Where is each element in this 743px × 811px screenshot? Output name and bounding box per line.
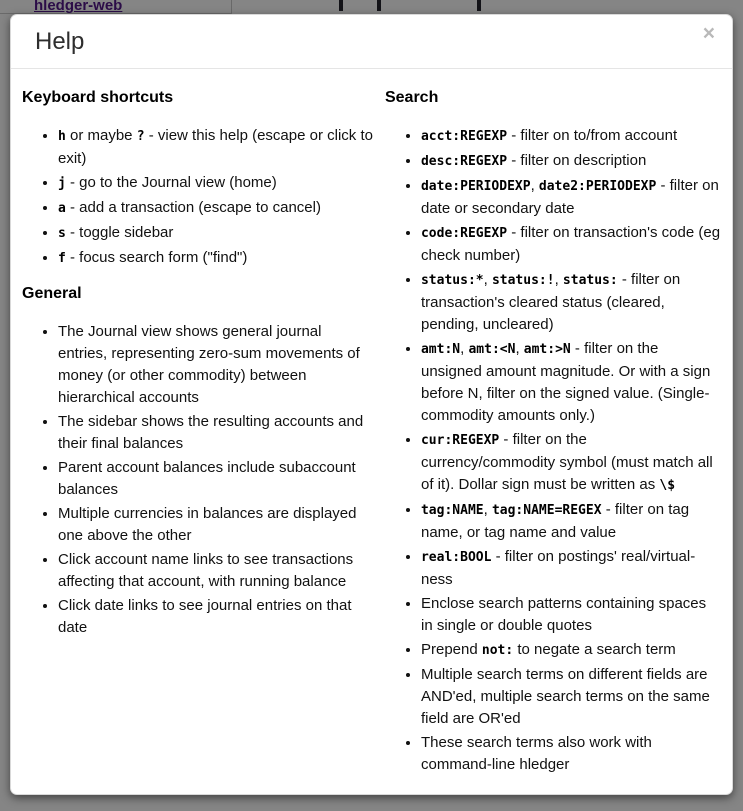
item-text: Enclose search patterns containing spaces in single or double quotes — [420, 595, 707, 634]
item-text: , — [460, 340, 469, 357]
inline-code: a — [58, 201, 66, 216]
item-text: Prepend — [420, 641, 482, 658]
help-left-column — [22, 88, 373, 778]
help-list-item — [58, 125, 373, 170]
item-text: Multiple currencies in balances are displayed one above the other — [58, 505, 357, 544]
item-text: , — [554, 271, 563, 288]
item-text: , — [483, 501, 492, 518]
item-text: - go to the Journal view (home) — [65, 174, 277, 191]
item-text: Multiple search terms on different fields are AND'ed, multiple search terms on the same field are OR'ed — [420, 666, 710, 727]
item-text: Click date links to see journal entries on that date — [58, 597, 352, 636]
help-list-item — [421, 593, 721, 637]
help-right-column — [385, 88, 721, 778]
item-text: - filter on transaction's cleared status (cleared, pending, uncleared) — [420, 271, 681, 333]
help-list-item — [58, 222, 373, 245]
section-list — [385, 125, 721, 776]
inline-code: desc:REGEXP — [420, 154, 508, 169]
item-text: - filter on postings' real/virtual-ness — [420, 548, 696, 588]
inline-code: tag:NAME=REGEX — [491, 503, 602, 518]
inline-code: not: — [481, 643, 514, 658]
help-modal-header — [11, 15, 732, 69]
help-modal-title: Help — [35, 28, 85, 55]
help-list-item — [421, 499, 721, 544]
inline-code: real:BOOL — [420, 550, 492, 565]
inline-code: status:! — [491, 273, 555, 288]
help-list-item — [421, 222, 721, 267]
item-text: - filter on the currency/commodity symbol (must match all of it). Dollar sign must be written as — [420, 431, 713, 493]
item-text: The sidebar shows the resulting accounts and their final balances — [58, 413, 364, 452]
inline-code: ? — [136, 129, 145, 144]
help-list-item — [421, 269, 721, 336]
item-text: or maybe — [65, 127, 137, 144]
help-list-item — [58, 172, 373, 195]
item-text: , — [515, 340, 524, 357]
help-list-item — [58, 247, 373, 270]
section-heading: Search — [384, 89, 439, 106]
inline-code: date:PERIODEXP — [420, 179, 531, 194]
section-list — [22, 125, 373, 270]
help-list-item — [421, 338, 721, 427]
section-list — [22, 321, 373, 639]
item-text: These search terms also work with command-line hledger — [420, 734, 652, 773]
item-text: - filter on description — [507, 152, 647, 169]
inline-code: code:REGEXP — [420, 226, 508, 241]
inline-code: s — [58, 226, 66, 241]
help-list-item — [421, 175, 721, 220]
help-modal — [10, 14, 733, 795]
item-text: - view this help (escape or click to exit) — [58, 127, 373, 167]
inline-code: amt:>N — [523, 342, 571, 357]
inline-code: tag:NAME — [420, 503, 484, 518]
section-heading: Keyboard shortcuts — [22, 89, 174, 106]
item-text: - filter on transaction's code (eg check number) — [420, 224, 721, 264]
inline-code: status: — [562, 273, 618, 288]
close-icon[interactable]: × — [699, 21, 719, 46]
item-text: - filter on tag name, or tag name and value — [420, 501, 690, 541]
inline-code: amt:N — [420, 342, 461, 357]
item-text: Parent account balances include subaccount balances — [58, 459, 356, 498]
inline-code: \$ — [659, 478, 676, 493]
help-section — [385, 88, 721, 776]
help-list-item — [421, 639, 721, 662]
section-heading: General — [22, 285, 82, 302]
inline-code: amt:<N — [468, 342, 516, 357]
help-list-item — [421, 546, 721, 591]
help-list-item — [58, 197, 373, 220]
inline-code: j — [58, 176, 66, 191]
help-section — [22, 284, 373, 639]
inline-code: f — [58, 251, 66, 266]
item-text: - filter on date or secondary date — [420, 177, 719, 217]
item-text: , — [530, 177, 539, 194]
help-list-item — [58, 503, 373, 547]
item-text: - filter on to/from account — [507, 127, 678, 144]
item-text: - toggle sidebar — [65, 224, 174, 241]
help-list-item — [421, 150, 721, 173]
help-modal-body — [11, 69, 732, 778]
help-list-item — [58, 549, 373, 593]
help-list-item — [58, 457, 373, 501]
help-list-item — [421, 125, 721, 148]
hledger-web-brand-link: hledger-web — [34, 0, 123, 14]
item-text: - add a transaction (escape to cancel) — [65, 199, 321, 216]
inline-code: status:* — [420, 273, 484, 288]
inline-code: acct:REGEXP — [420, 129, 508, 144]
item-text: - filter on the unsigned amount magnitude. Or with a sign before N, filter on the signed value. (Single-commodity amounts only.) — [420, 340, 711, 424]
help-list-item — [58, 321, 373, 409]
item-text: - focus search form ("find") — [65, 249, 248, 266]
inline-code: cur:REGEXP — [420, 433, 500, 448]
help-section — [22, 88, 373, 270]
item-text: , — [483, 271, 492, 288]
help-list-item — [58, 595, 373, 639]
inline-code: date2:PERIODEXP — [538, 179, 657, 194]
item-text: Click account name links to see transactions affecting that account, with running balance — [58, 551, 354, 590]
inline-code: h — [58, 129, 66, 144]
help-list-item — [421, 664, 721, 730]
help-list-item — [421, 732, 721, 776]
item-text: to negate a search term — [513, 641, 676, 658]
help-list-item — [421, 429, 721, 497]
help-list-item — [58, 411, 373, 455]
item-text: The Journal view shows general journal entries, representing zero-sum movements of money (or other commodity) between hierarchical accounts — [58, 323, 360, 406]
